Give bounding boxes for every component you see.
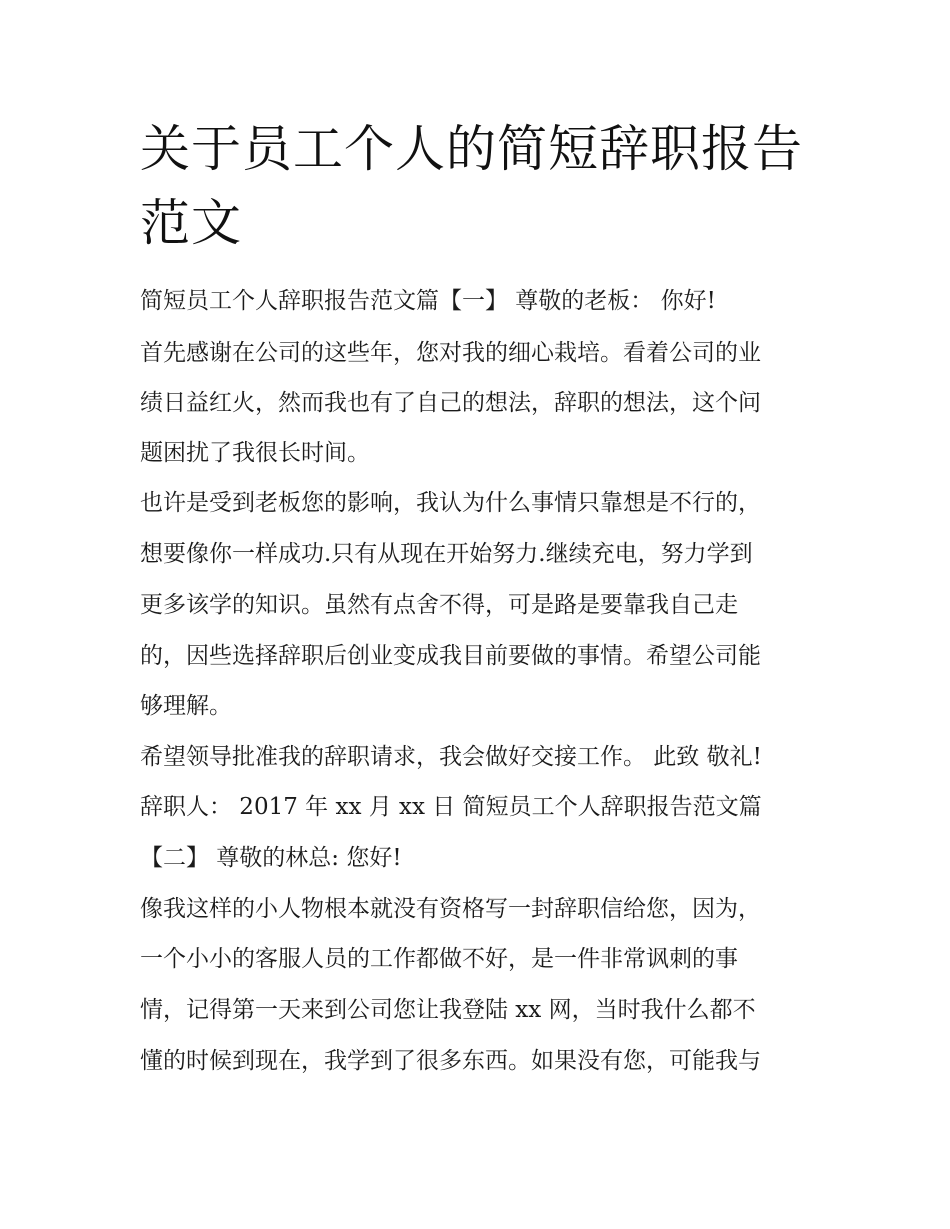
body-line: 的，因些选择辞职后创业变成我目前要做的事情。希望公司能 bbox=[140, 643, 761, 669]
document-title: 关于员工个人的简短辞职报告范文 bbox=[140, 120, 803, 252]
body-line: 像我这样的小人物根本就没有资格写一封辞职信给您，因为， bbox=[140, 896, 761, 922]
body-line: 简短员工个人辞职报告范文篇【一】 尊敬的老板： 你好! bbox=[140, 288, 716, 314]
body-line: 情，记得第一天来到公司您让我登陆 xx 网，当时我什么都不 bbox=[140, 997, 756, 1023]
body-line: 题困扰了我很长时间。 bbox=[140, 440, 370, 466]
body-line: 一个小小的客服人员的工作都做不好，是一件非常讽刺的事 bbox=[140, 946, 738, 972]
body-line: 辞职人： 2017 年 xx 月 xx 日 简短员工个人辞职报告范文篇 bbox=[140, 794, 762, 820]
body-line: 懂的时候到现在，我学到了很多东西。如果没有您，可能我与 bbox=[140, 1048, 761, 1074]
body-line: 更多该学的知识。虽然有点舍不得，可是路是要靠我自己走 bbox=[140, 592, 738, 618]
body-line: 绩日益红火，然而我也有了自己的想法，辞职的想法，这个问 bbox=[140, 390, 761, 416]
body-line: 也许是受到老板您的影响，我认为什么事情只靠想是不行的， bbox=[140, 490, 761, 516]
body-line: 希望领导批准我的辞职请求，我会做好交接工作。 此致 敬礼! bbox=[140, 744, 762, 770]
body-line: 想要像你一样成功.只有从现在开始努力.继续充电，努力学到 bbox=[140, 541, 753, 567]
body-line: 首先感谢在公司的这些年，您对我的细心栽培。看着公司的业 bbox=[140, 340, 761, 366]
body-line: 【二】 尊敬的林总: 您好! bbox=[140, 845, 402, 871]
body-line: 够理解。 bbox=[140, 693, 232, 719]
